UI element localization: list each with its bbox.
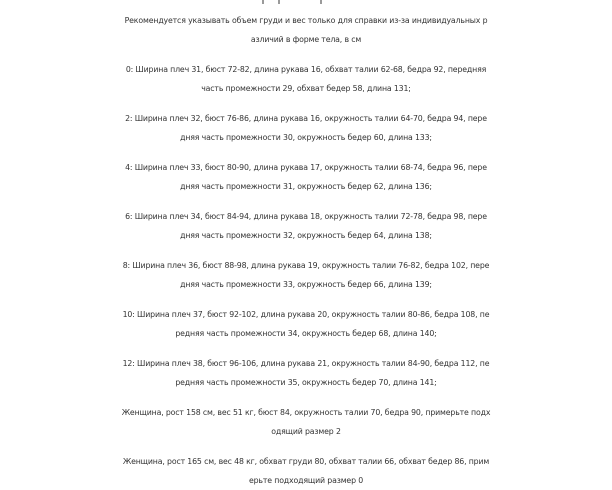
size-chart-text [0, 11, 612, 485]
text-line: 12: Ширина плеч 38, бюст 96-106, длина рукава 21, окружность талии 84-90, бедра 112, пе [122, 359, 490, 368]
text-line: Женщина, рост 158 см, вес 51 кг, бюст 84, окружность талии 70, бедра 90, примерьте подх [121, 408, 491, 417]
text-line: редняя часть промежности 35, окружность бедер 70, длина 141; [175, 378, 437, 387]
top-mark [278, 0, 280, 4]
top-mark [262, 0, 264, 4]
text-line: 8: Ширина плеч 36, бюст 88-98, длина рукава 19, окружность талии 76-82, бедра 102, пере [122, 261, 490, 270]
size-4-paragraph [0, 158, 612, 196]
text-line: Женщина, рост 165 см, вес 48 кг, обхват груди 80, обхват талии 66, обхват бедер 86, прим [122, 457, 490, 466]
example-1-paragraph [0, 403, 612, 441]
text-line: 10: Ширина плеч 37, бюст 92-102, длина рукава 20, окружность талии 80-86, бедра 108, пе [122, 310, 490, 319]
size-8-paragraph [0, 256, 612, 294]
text-line: часть промежности 29, обхват бедер 58, длина 131; [201, 84, 411, 93]
text-line: 2: Ширина плеч 32, бюст 76-86, длина рукава 16, окружность талии 64-70, бедра 94, пере [125, 114, 487, 123]
text-line: дняя часть промежности 33, окружность бедер 66, длина 139; [180, 280, 432, 289]
text-line: Рекомендуется указывать объем груди и вес только для справки из-за индивидуальных р [124, 16, 488, 25]
text-line: 0: Ширина плеч 31, бюст 72-82, длина рукава 16, обхват талии 62-68, бедра 92, передняя [125, 65, 487, 74]
size-10-paragraph [0, 305, 612, 343]
text-line: 4: Ширина плеч 33, бюст 80-90, длина рукава 17, окружность талии 68-74, бедра 96, пере [125, 163, 487, 172]
text-line: дняя часть промежности 30, окружность бедер 60, длина 133; [180, 133, 432, 142]
text-line: одящий размер 2 [271, 427, 341, 436]
top-edge-marks [0, 0, 612, 6]
text-line: редняя часть промежности 34, окружность бедер 68, длина 140; [175, 329, 437, 338]
text-line: ерьте подходящий размер 0 [248, 476, 364, 485]
size-2-paragraph [0, 109, 612, 147]
text-line: азличий в форме тела, в см [250, 35, 362, 44]
text-line: дняя часть промежности 32, окружность бедер 64, длина 138; [180, 231, 432, 240]
text-line: дняя часть промежности 31, окружность бедер 62, длина 136; [180, 182, 432, 191]
size-6-paragraph [0, 207, 612, 245]
size-0-paragraph [0, 60, 612, 98]
text-line: 6: Ширина плеч 34, бюст 84-94, длина рукава 18, окружность талии 72-78, бедра 98, пере [125, 212, 487, 221]
size-12-paragraph [0, 354, 612, 392]
intro-paragraph [0, 11, 612, 49]
example-2-paragraph [0, 452, 612, 490]
top-mark [320, 0, 322, 4]
